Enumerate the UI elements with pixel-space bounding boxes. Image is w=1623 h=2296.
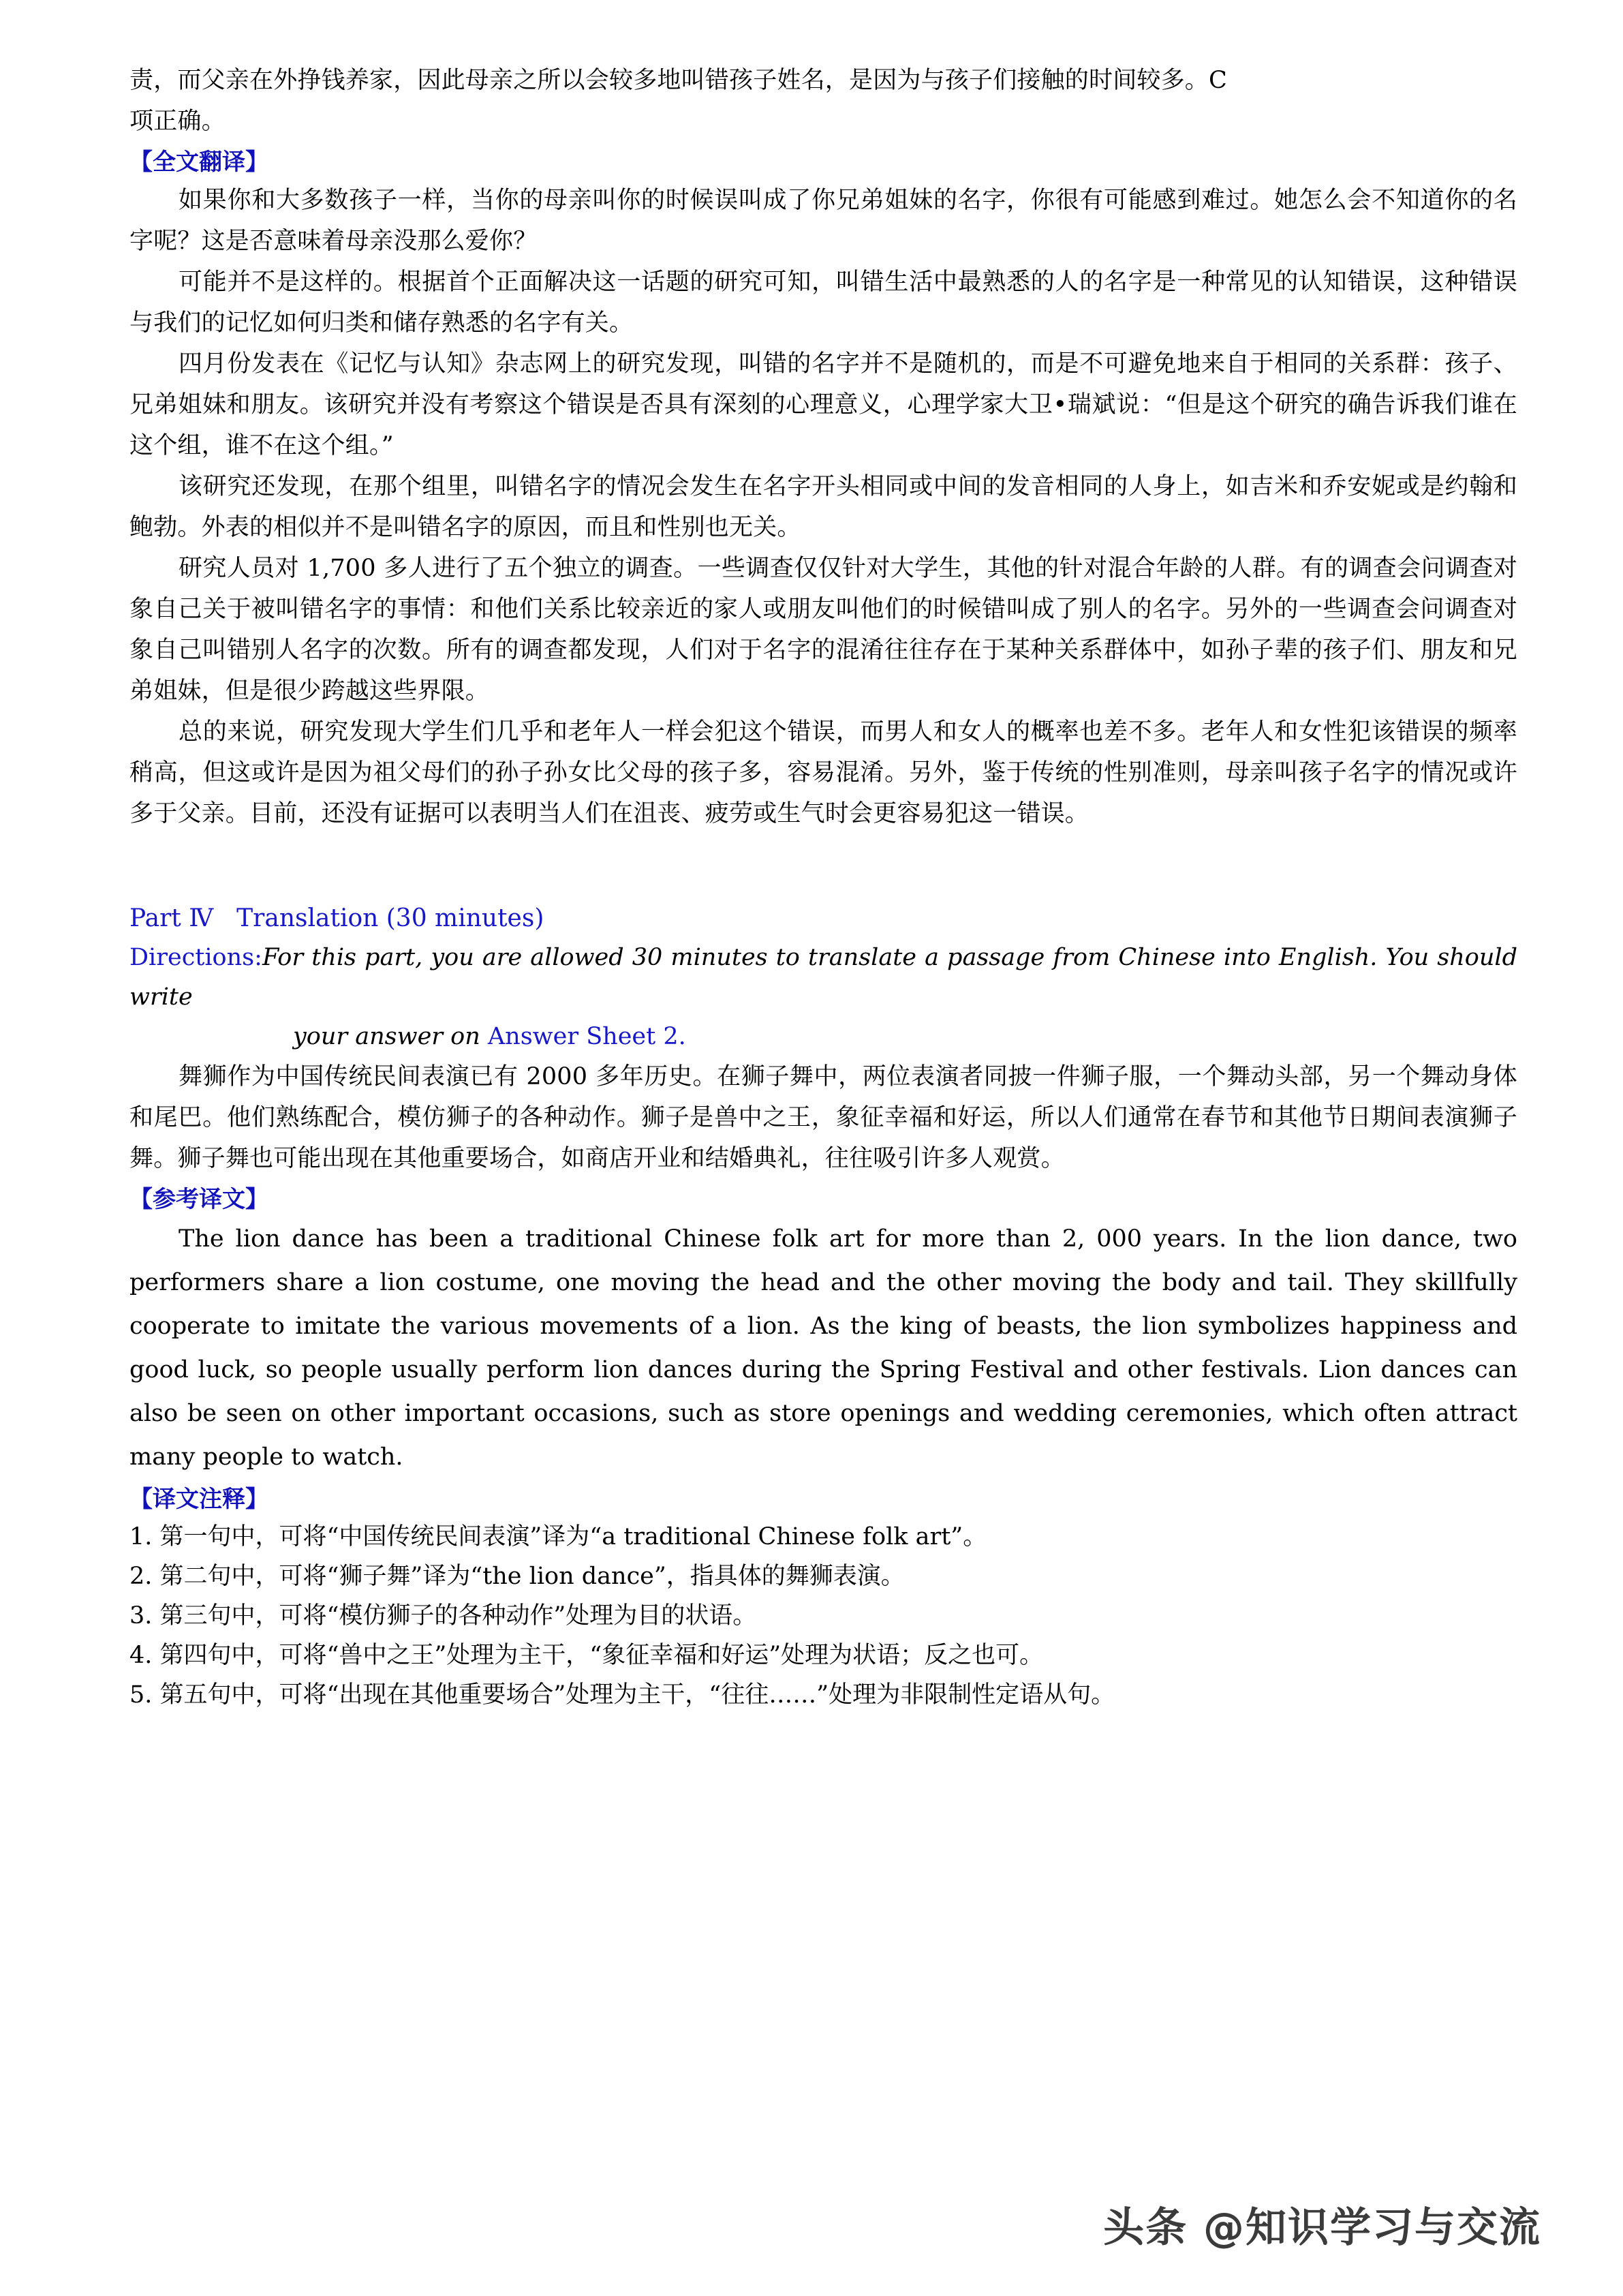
reference-translation-label-text: 参考译文 (153, 1186, 245, 1213)
full-translation-paragraph-3: 四月份发表在《记忆与认知》杂志网上的研究发现，叫错的名字并不是随机的，而是不可避免地来自于相同的关系群：孩子、兄弟姐妹和朋友。该研究并没有考察这个错误是否具有深刻的心理意义，心理学家大卫•瑞斌说：“但是这个研究的确告诉我们谁在这个组，谁不在这个组。” (129, 350, 1517, 459)
full-translation-paragraph-1: 如果你和大多数孩子一样，当你的母亲叫你的时候误叫成了你兄弟姐妹的名字，你很有可能感到难过。她怎么会不知道你的名字呢？这是否意味着母亲没那么爱你？ (129, 187, 1517, 255)
translation-notes-label-text: 译文注释 (153, 1486, 245, 1513)
directions-line (129, 938, 1517, 1017)
full-translation-paragraph-6: 总的来说，研究发现大学生们几乎和老年人一样会犯这个错误，而男人和女人的概率也差不多。老年人和女性犯该错误的频率稍高，但这或许是因为祖父母们的孙子孙女比父母的孩子多，容易混淆。另外，鉴于传统的性别准则，母亲叫孩子名字的情况或许多于父亲。目前，还没有证据可以表明当人们在沮丧、疲劳或生气时会更容易犯这一错误。 (129, 718, 1517, 827)
continued-explanation-line-1: 责，而父亲在外挣钱养家，因此母亲之所以会较多地叫错孩子姓名，是因为与孩子们接触的时间较多。C (129, 67, 1227, 94)
directions-text: For this part, you are allowed 30 minutes to translate a passage from Chinese into English. You should write (129, 944, 1517, 1011)
translation-notes-label (129, 1482, 268, 1517)
part-four-label: Part Ⅳ (129, 904, 214, 932)
full-translation-label (129, 144, 268, 180)
list-item: 3. 第三句中，可将“模仿狮子的各种动作”处理为目的状语。 (129, 1602, 757, 1629)
translation-notes-section (129, 1479, 1517, 1715)
list-item: 2. 第二句中，可将“狮子舞”译为“the lion dance”，指具体的舞狮表演。 (129, 1563, 905, 1590)
directions-continuation-line (129, 1017, 1517, 1056)
reference-translation-label (129, 1182, 268, 1217)
list-item: 5. 第五句中，可将“出现在其他重要场合”处理为主干，“往往……”处理为非限制性定语从句。 (129, 1681, 1115, 1709)
full-translation-paragraph-2: 可能并不是这样的。根据首个正面解决这一话题的研究可知，叫错生活中最熟悉的人的名字是一种常见的认知错误，这种错误与我们的记忆如何归类和储存熟悉的名字有关。 (129, 269, 1517, 337)
translation-notes-list (129, 1517, 1517, 1715)
part-four-heading (129, 900, 1517, 938)
bracket-close-icon: 】 (245, 1186, 268, 1213)
full-translation-paragraph-4: 该研究还发现，在那个组里，叫错名字的情况会发生在名字开头相同或中间的发音相同的人身上，如吉米和乔安妮或是约翰和鲍勃。外表的相似并不是叫错名字的原因，而且和性别也无关。 (129, 473, 1517, 541)
list-item: 4. 第四句中，可将“兽中之王”处理为主干，“象征幸福和好运”处理为状语；反之也可。 (129, 1642, 1044, 1669)
watermark: 头条 @知识学习与交流 (1103, 2204, 1541, 2252)
bracket-open-icon: 【 (129, 1186, 153, 1213)
bracket-open-icon: 【 (129, 149, 153, 176)
full-translation-section (129, 142, 1517, 834)
list-item: 1. 第一句中，可将“中国传统民间表演”译为“a traditional Chinese folk art”。 (129, 1523, 987, 1550)
directions-label: Directions: (129, 944, 262, 971)
part-four-section (129, 900, 1517, 1056)
part-four-title: Translation (30 minutes) (236, 904, 544, 932)
reference-translation-text: The lion dance has been a traditional Chinese folk art for more than 2, 000 years. In the lion dance, two performers share a lion costume, one moving the head and the other moving the body and tail. They skillfully cooperate to imitate the various movements of a lion. As the king of beasts, the lion symbolizes happiness and good luck, so people usually perform lion dances during the Spring Festival and other festivals. Lion dances can also be seen on other important occasions, such as store openings and wedding ceremonies, which often attract many people to watch. (129, 1225, 1517, 1471)
full-translation-label-text: 全文翻译 (153, 149, 245, 176)
bracket-close-icon: 】 (245, 1486, 268, 1513)
bracket-open-icon: 【 (129, 1486, 153, 1513)
continued-explanation-line-2: 项正确。 (129, 108, 226, 135)
directions-continuation-text: your answer on (293, 1023, 488, 1050)
section-gap (129, 834, 1517, 900)
continued-explanation-block (129, 60, 1517, 142)
full-translation-paragraph-5: 研究人员对 1,700 多人进行了五个独立的调查。一些调查仅仅针对大学生，其他的针对混合年龄的人群。有的调查会问调查对象自己关于被叫错名字的事情：和他们关系比较亲近的家人或朋友叫他们的时候错叫成了别人的名字。另外的一些调查会问调查对象自己叫错别人名字的次数。所有的调查都发现，人们对于名字的混淆往往存在于某种关系群体中，如孙子辈的孩子们、朋友和兄弟姐妹，但是很少跨越这些界限。 (129, 555, 1517, 705)
answer-sheet-reference: Answer Sheet 2. (487, 1023, 686, 1050)
reference-translation-section (129, 1179, 1517, 1479)
chinese-source-passage: 舞狮作为中国传统民间表演已有 2000 多年历史。在狮子舞中，两位表演者同披一件狮子服，一个舞动头部，另一个舞动身体和尾巴。他们熟练配合，模仿狮子的各种动作。狮子是兽中之王，象征幸福和好运，所以人们通常在春节和其他节日期间表演狮子舞。狮子舞也可能出现在其他重要场合，如商店开业和结婚典礼，往往吸引许多人观赏。 (129, 1063, 1517, 1172)
bracket-close-icon: 】 (245, 149, 268, 176)
